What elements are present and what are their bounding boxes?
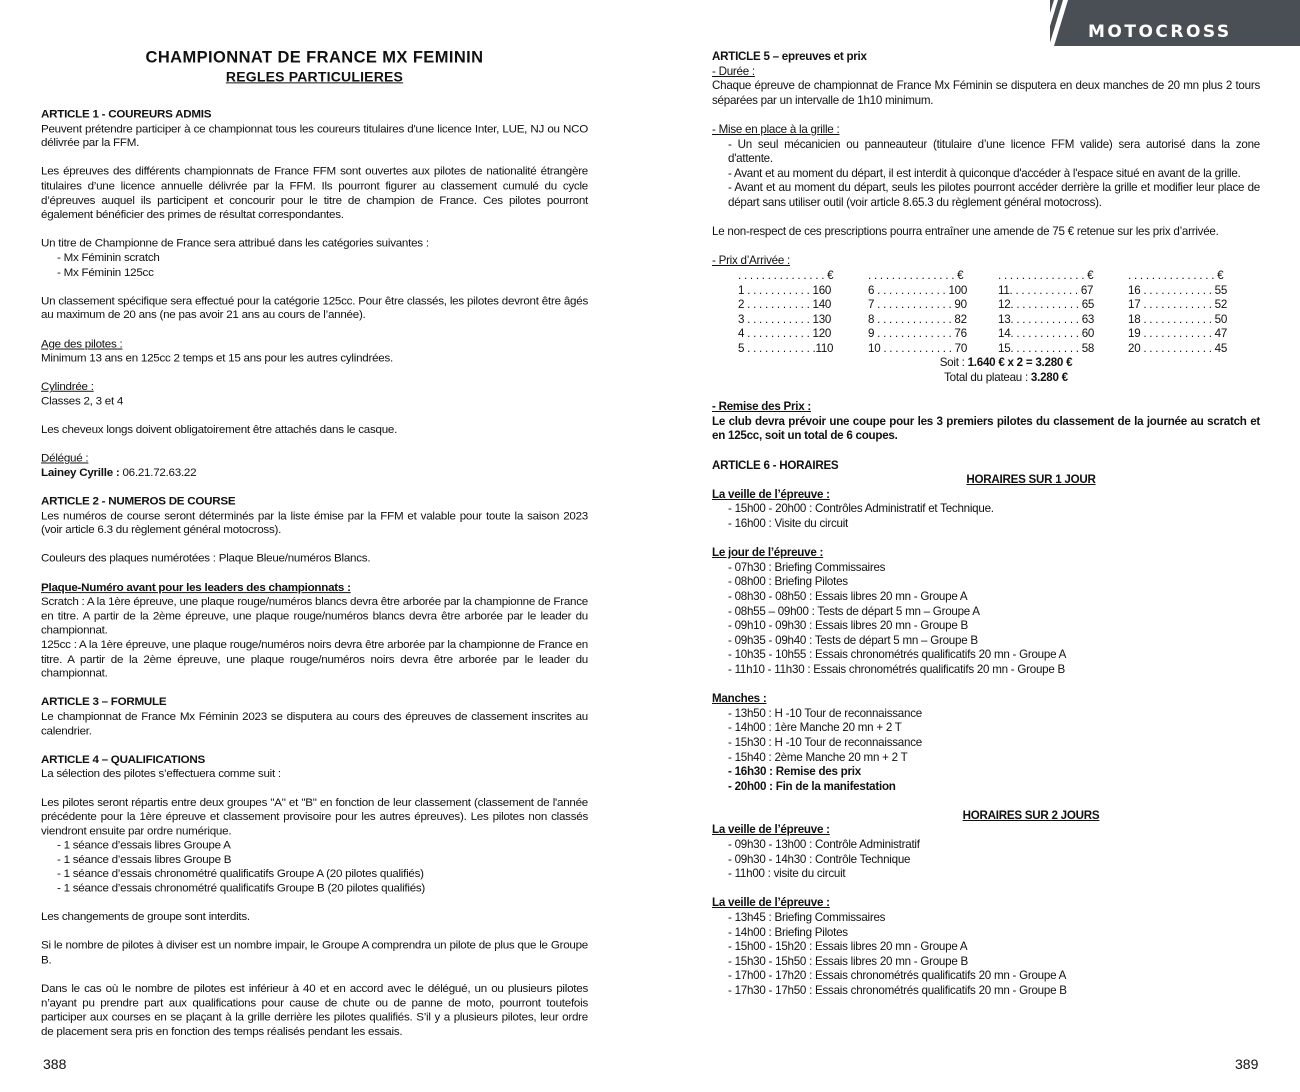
list-item: - 09h10 - 09h30 : Essais libres 20 mn - Groupe B — [728, 619, 968, 633]
text-line: 1 . . . . . . . . . . . 160 — [738, 283, 832, 297]
article-4-p1: La sélection des pilotes s’effectuera comme suit : — [41, 767, 281, 781]
page-number-left: 388 — [43, 1056, 67, 1072]
manches-list — [712, 707, 1260, 795]
list-item: - 15h30 - 15h50 : Essais libres 20 mn - Groupe B — [728, 954, 968, 968]
text-line: - Un seul mécanicien ou panneauteur (titulaire d’une licence FFM valide) sera autorisé dans la zone d'attente. — [728, 137, 1260, 166]
prix-label: - Prix d’Arrivée : — [712, 254, 790, 268]
article-3-heading: ARTICLE 3 – FORMULE — [41, 695, 167, 709]
text-line: 12. . . . . . . . . . . . 65 — [998, 298, 1095, 312]
list-item: - 14h00 : 1ère Manche 20 mn + 2 T — [728, 721, 902, 735]
article-4-p4: Si le nombre de pilotes à diviser est un nombre impair, le Groupe A comprendra un pilote de plus que le Groupe B. — [41, 939, 588, 967]
text-line: 19 . . . . . . . . . . . . 47 — [1128, 327, 1228, 341]
right-column — [712, 50, 1260, 999]
list-item: - 1 séance d’essais libres Groupe A — [57, 838, 231, 852]
prize-column — [998, 269, 1128, 357]
grille-list — [712, 138, 1260, 211]
delegue-name: Lainey Cyrille : — [41, 466, 120, 480]
banner-label: MOTOCROSS — [1088, 22, 1232, 42]
list-item: - 08h00 : Briefing Pilotes — [728, 575, 848, 589]
prize-column — [1128, 269, 1258, 357]
text-line: - Avant et au moment du départ, il est interdit à quiconque d'accéder à l'espace situé en avant de la grille. — [728, 166, 1241, 180]
text-line: 6 . . . . . . . . . . . . 100 — [868, 283, 968, 297]
text-line: 7 . . . . . . . . . . . . . 90 — [868, 298, 967, 312]
list-item: - 1 séance d’essais chronométré qualificatifs Groupe B (20 pilotes qualifiés) — [57, 881, 426, 895]
list-item — [712, 181, 1260, 210]
article-1-p4: Un classement spécifique sera effectué pour la catégorie 125cc. Pour être classés, les pilotes devront être âgés au maximum de 20 ans (ne pas avoir 21 ans au cours de l’année). — [41, 294, 588, 322]
manches-label: Manches : — [712, 692, 767, 706]
list-item: - 13h45 : Briefing Commissaires — [728, 911, 886, 925]
jour-label: Le jour de l’épreuve : — [712, 546, 824, 560]
article-4-heading: ARTICLE 4 – QUALIFICATIONS — [41, 752, 205, 766]
text-line: 10 . . . . . . . . . . . . 70 — [868, 341, 968, 355]
list-item: - 15h30 : H -10 Tour de reconnaissance — [728, 735, 922, 749]
veille-label: La veille de l’épreuve : — [712, 487, 830, 501]
delegue-phone: 06.21.72.63.22 — [119, 466, 197, 480]
list-item: - 15h00 - 15h20 : Essais libres 20 mn - Groupe A — [728, 940, 968, 954]
text-line: Total du plateau : — [944, 371, 1031, 385]
text-line: 9 . . . . . . . . . . . . . 76 — [868, 327, 967, 341]
veille2-label: La veille de l’épreuve : — [712, 823, 830, 837]
article-2-p3: Scratch : A la 1ère épreuve, une plaque rouge/numéros blancs devra être arborée par la championne de France en titre. A partir de la 2ème épreuve, une plaque rouge/numéros blancs devra être arborée par le leader du championnat. — [41, 595, 588, 637]
text-line: - Avant et au moment du départ, seuls les pilotes pourront accéder derrière la grille et modifier leur place de départ sans utiliser outil (voir article 8.65.3 du règlement général motocross). — [728, 181, 1260, 209]
one-day-title: HORAIRES SUR 1 JOUR — [966, 473, 1096, 487]
text-line: . . . . . . . . . . . . . . . € — [998, 268, 1094, 282]
veille2-list — [712, 838, 1260, 882]
list-item: - 09h35 - 09h40 : Tests de départ 5 mn – Groupe B — [728, 633, 978, 647]
list-item: - 08h55 – 09h00 : Tests de départ 5 mn – Groupe A — [728, 604, 980, 618]
list-item: - Mx Féminin scratch — [57, 251, 160, 265]
veille3-list — [712, 911, 1260, 999]
text-line: 8 . . . . . . . . . . . . . 82 — [868, 312, 967, 326]
article-2-p2: Couleurs des plaques numérotées : Plaque Bleue/numéros Blancs. — [41, 552, 371, 566]
text-line: 1.640 € x 2 = 3.280 € — [967, 356, 1073, 370]
text-line: 3 . . . . . . . . . . . 130 — [738, 312, 832, 326]
text-line: 16 . . . . . . . . . . . . 55 — [1128, 283, 1228, 297]
list-item: - 09h30 - 13h00 : Contrôle Administratif — [728, 838, 920, 852]
article-1-p1: Peuvent prétendre participer à ce championnat tous les coureurs titulaires d'une licence Inter, LUE, NJ ou NCO délivrée par la FFM. — [41, 122, 588, 150]
left-column — [41, 48, 588, 1040]
article-4-p2: Les pilotes seront répartis entre deux groupes "A" et "B" en fonction de leur classement (classement de l'année précédente pour la 1ère épreuve et classement provisoire pour les autres épreuves). Les pilotes non classés viendront ensuite par ordre numérique. — [41, 795, 588, 838]
list-item: - 17h30 - 17h50 : Essais chronométrés qualificatifs 20 mn - Groupe B — [728, 984, 1067, 997]
list-item: - 1 séance d’essais chronométré qualificatifs Groupe A (20 pilotes qualifiés) — [57, 867, 424, 881]
age-text: Minimum 13 ans en 125cc 2 temps et 15 ans pour les autres cylindrées. — [41, 351, 394, 365]
page-number-right: 389 — [1235, 1056, 1259, 1072]
veille3-label: La veille de l’épreuve : — [712, 896, 830, 910]
article-1-heading: ARTICLE 1 - COUREURS ADMIS — [41, 107, 212, 121]
page-subtitle: REGLES PARTICULIERES — [225, 68, 404, 85]
article-2-p4: 125cc : A la 1ère épreuve, une plaque rouge/numéros noirs devra être arborée par la championne de France en titre. A partir de la 2ème épreuve, une plaque rouge/numéros noirs devra être arborée par le leader du championnat. — [41, 638, 588, 680]
plaque-label: Plaque-Numéro avant pour les leaders des championnats : — [41, 580, 351, 594]
text-line: 17 . . . . . . . . . . . . 52 — [1128, 298, 1228, 312]
text-line: 13. . . . . . . . . . . . 63 — [998, 312, 1095, 326]
list-item: - Mx Féminin 125cc — [57, 265, 154, 279]
text-line: . . . . . . . . . . . . . . . € — [738, 268, 834, 282]
list-item: - 13h50 : H -10 Tour de reconnaissance — [728, 706, 922, 720]
list-item: - 11h00 : visite du circuit — [728, 867, 846, 881]
list-item: - 08h30 - 08h50 : Essais libres 20 mn - Groupe A — [728, 589, 968, 603]
prize-soit — [712, 356, 1260, 371]
article-3-p1: Le championnat de France Mx Féminin 2023 se disputera au cours des épreuves de classement inscrites au calendrier. — [41, 709, 588, 738]
list-item: - 20h00 : Fin de la manifestation — [728, 779, 896, 793]
text-line: Soit : — [939, 356, 968, 370]
list-item: - 14h00 : Briefing Pilotes — [728, 925, 848, 939]
veille-list — [712, 502, 1260, 531]
list-item — [712, 167, 1260, 182]
duree-text: Chaque épreuve de championnat de France Mx Féminin se disputera en deux manches de 20 mn plus 2 tours séparées par un intervalle de 1h10 minimum. — [712, 79, 1260, 107]
text-line: 18 . . . . . . . . . . . . 50 — [1128, 312, 1228, 326]
two-day-title: HORAIRES SUR 2 JOURS — [962, 808, 1100, 822]
article-5-heading: ARTICLE 5 – epreuves et prix — [712, 50, 867, 63]
list-item — [712, 138, 1260, 167]
article-6-heading: ARTICLE 6 - HORAIRES — [712, 458, 839, 472]
prize-table — [738, 269, 1260, 357]
text-line: 20 . . . . . . . . . . . . 45 — [1128, 341, 1228, 355]
text-line: 3.280 € — [1030, 371, 1068, 385]
hair-rule: Les cheveux longs doivent obligatoirement être attachés dans le casque. — [41, 423, 398, 437]
page-title: CHAMPIONNAT DE FRANCE MX FEMININ — [145, 48, 484, 67]
age-label: Age des pilotes : — [41, 337, 123, 351]
text-line: 14. . . . . . . . . . . . 60 — [998, 327, 1095, 341]
article-4-p3: Les changements de groupe sont interdits. — [41, 910, 250, 924]
text-line: 5 . . . . . . . . . . . .110 — [738, 341, 834, 355]
delegue-label: Délégué : — [41, 451, 89, 465]
remise-text: Le club devra prévoir une coupe pour les 3 premiers pilotes du classement de la journée au scratch et en 125cc, soit un total de 6 coupes. — [712, 414, 1260, 443]
remise-label: - Remise des Prix : — [712, 400, 811, 414]
cylindree-label: Cylindrée : — [41, 380, 94, 394]
grille-label: - Mise en place à la grille : — [712, 122, 840, 136]
page-right — [650, 0, 1300, 1092]
cylindree-text: Classes 2, 3 et 4 — [41, 394, 124, 408]
article-4-p5: Dans le cas où le nombre de pilotes est inférieur à 40 et en accord avec le délégué, un ou plusieurs pilotes n’ayant pu prendre part aux qualifications pour cause de chute ou de panne de moto, pourront toutefois participer aux courses en se plaçant à la grille derrière les pilotes qualifiés. S’il y a plusieurs pilotes, leur ordre de placement sera pris en fonction des temps réalisés pendant les essais. — [41, 982, 588, 1039]
prize-column — [738, 269, 868, 357]
amende-text: Le non-respect de ces prescriptions pourra entraîner une amende de 75 € retenue sur les prix d’arrivée. — [712, 225, 1219, 239]
list-item: - 1 séance d’essais libres Groupe B — [57, 853, 232, 867]
text-line: 4 . . . . . . . . . . . 120 — [738, 327, 832, 341]
list-item: - 10h35 - 10h55 : Essais chronométrés qualificatifs 20 mn - Groupe A — [728, 648, 1067, 662]
article-1-p2: Les épreuves des différents championnats de France FFM sont ouvertes aux pilotes de nationalité étrangère titulaires d’une licence annuelle délivrée par la FFM. Ils pourront figurer au classement cumulé du cycle d’épreuves auquel ils participent et concourir pour le titre de champion de France. Ces pilotes pourront également bénéficier des primes de résultat correspondantes. — [41, 165, 588, 222]
list-item: - 11h10 - 11h30 : Essais chronométrés qualificatifs 20 mn - Groupe B — [728, 662, 1065, 676]
category-list — [41, 251, 588, 280]
text-line: 15. . . . . . . . . . . . 58 — [998, 341, 1095, 355]
list-item: - 16h00 : Visite du circuit — [728, 517, 848, 530]
list-item: - 07h30 : Briefing Commissaires — [728, 560, 886, 574]
prize-total — [712, 371, 1260, 386]
duree-label: - Durée : — [712, 64, 755, 78]
prize-column — [868, 269, 998, 357]
list-item: - 16h30 : Remise des prix — [728, 765, 861, 779]
text-line: . . . . . . . . . . . . . . . € — [1128, 268, 1224, 282]
text-line: . . . . . . . . . . . . . . . € — [868, 268, 964, 282]
article-2-p1: Les numéros de course seront déterminés par la liste émise par la FFM et valable pour toute la saison 2023 (voir article 6.3 du règlement général motocross). — [41, 509, 588, 537]
delegue-line — [41, 466, 588, 480]
article-1-p3: Un titre de Championne de France sera attribué dans les catégories suivantes : — [41, 236, 429, 250]
article-2-heading: ARTICLE 2 - NUMEROS DE COURSE — [41, 494, 236, 508]
jour-list — [712, 561, 1260, 678]
list-item: - 17h00 - 17h20 : Essais chronométrés qualificatifs 20 mn - Groupe A — [728, 969, 1067, 983]
qualification-list — [41, 839, 588, 896]
list-item: - 15h40 : 2ème Manche 20 mn + 2 T — [728, 750, 908, 764]
text-line: 11. . . . . . . . . . . . 67 — [998, 283, 1094, 297]
list-item: - 09h30 - 14h30 : Contrôle Technique — [728, 852, 911, 866]
list-item: - 15h00 - 20h00 : Contrôles Administratif et Technique. — [728, 502, 994, 516]
text-line: 2 . . . . . . . . . . . 140 — [738, 298, 832, 312]
